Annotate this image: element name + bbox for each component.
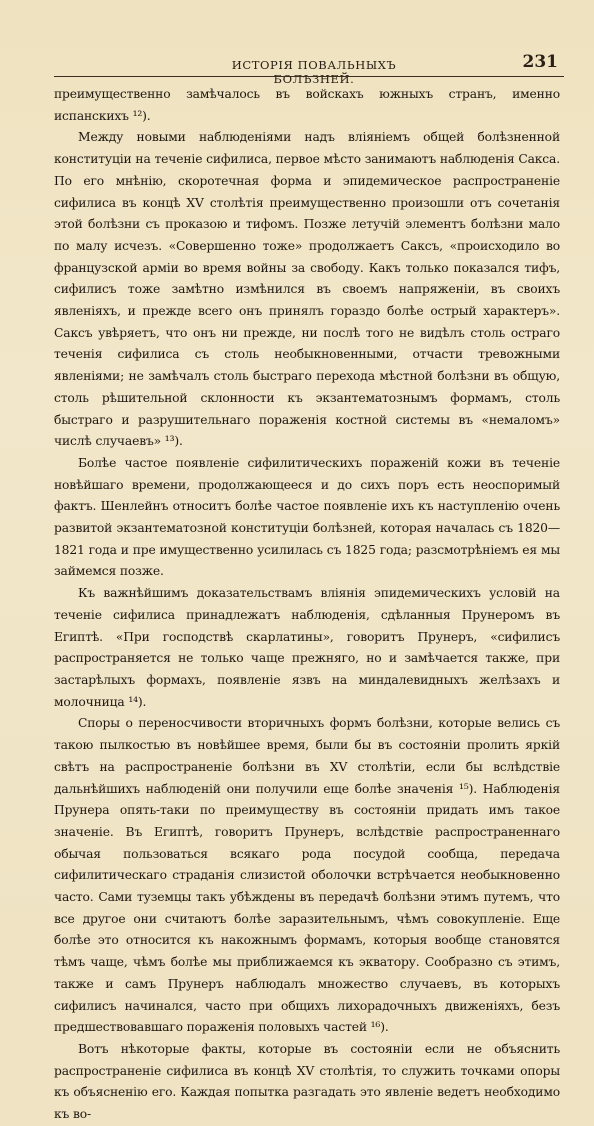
paragraph: Къ важнѣйшимъ доказательствамъ вліянія эпидемическихъ условій на теченіе сифилиса принадлежатъ наблюденія, сдѣланныя Прунеромъ въ Египтѣ. «При господствѣ скарлатины», говоритъ Прунеръ, «сифилисъ распространяется не только чаще прежняго, но и замѣчается также, при застарѣлыхъ формахъ, появленіе язвъ на миндалевидныхъ желѣзахъ и молочница ¹⁴).: [54, 586, 560, 709]
running-title: ИСТОРІЯ ПОВАЛЬНЫХЪ БОЛѢЗНЕЙ.: [231, 58, 397, 86]
paragraph-continuation: преимущественно замѣчалось въ войскахъ южныхъ странъ, именно испанскихъ ¹²).: [54, 87, 560, 123]
page-number: 231: [522, 52, 558, 72]
body-text: [54, 84, 560, 1126]
paragraph: Споры о переносчивости вторичныхъ формъ болѣзни, которые велись съ такою пылкостью въ новѣйшее время, были бы въ состояніи пролить яркій свѣтъ на распространеніе болѣзни въ XV столѣтіи, если бы вслѣдствіе дальнѣйшихъ наблюденій они получили еще болѣе значенія ¹⁵). Наблюденія Прунера опять-таки по преимуществу въ состояніи придать имъ такое значеніе. Въ Египтѣ, говоритъ Прунеръ, вслѣдствіе распространеннаго обычая пользоваться всякаго рода посудой сообща, передача сифилитическаго страданія слизистой оболочки встрѣчается необыкновенно часто. Сами туземцы такъ убѣждены въ передачѣ болѣзни этимъ путемъ, что все другое они считаютъ болѣе заразительнымъ, чѣмъ совокупленіе. Еще болѣе это относится къ накожнымъ формамъ, которыя вообще становятся тѣмъ чаще, чѣмъ болѣе мы приближаемся къ экватору. Сообразно съ этимъ, также и самъ Прунеръ наблюдалъ множество случаевъ, въ которыхъ сифилисъ начинался, часто при общихъ лихорадочныхъ движеніяхъ, безъ предшествовавшаго пораженія половыхъ частей ¹⁶).: [54, 716, 560, 1035]
paragraph: Болѣе частое появленіе сифилитическихъ пораженій кожи въ теченіе новѣйшаго времени, продолжающееся и до сихъ поръ есть неоспоримый фактъ. Шенлейнъ относитъ болѣе частое появленіе ихъ къ наступленію очень развитой экзантематозной конституціи болѣзней, которая началась съ 1820—1821 года и пре имущественно усилилась съ 1825 года; разсмотрѣніемъ ея мы займемся позже.: [54, 455, 560, 579]
paragraph: Вотъ нѣкоторые факты, которые въ состояніи если не объяснить распространеніе сифилиса въ концѣ XV столѣтія, то служить точками опоры къ объясненію его. Каждая попытка разгадать это явленіе ведетъ необходимо къ во-: [54, 1041, 560, 1122]
header-rule: [54, 76, 564, 77]
paragraph: Между новыми наблюденіями надъ вліяніемъ общей болѣзненной конституціи на теченіе сифилиса, первое мѣсто занимаютъ наблюденія Сакса. По его мнѣнію, скоротечная форма и эпидемическое распространеніе сифилиса въ концѣ XV столѣтія преимущественно произошли отъ сочетанія этой болѣзни съ проказою и тифомъ. Позже летучій элементъ болѣзни мало по малу исчезъ. «Совершенно тоже» продолжаетъ Саксъ, «происходило во французской арміи во время войны за свободу. Какъ только показался тифъ, сифилисъ тоже замѣтно измѣнился въ своемъ напряженіи, въ своихъ явленіяхъ, и прежде всего онъ принялъ гораздо болѣе острый характеръ». Саксъ увѣряетъ, что онъ ни прежде, ни послѣ того не видѣлъ столь остраго теченія сифилиса съ столь необыкновенными, отчасти тревожными явленіями; не замѣчалъ столь быстраго перехода мѣстной болѣзни въ общую, столь рѣшительной склонности къ экзантематознымъ формамъ, столь быстраго и разрушительнаго пораженія костной системы въ «немаломъ» числѣ случаевъ» ¹³).: [54, 130, 560, 449]
page-header: [54, 52, 564, 86]
